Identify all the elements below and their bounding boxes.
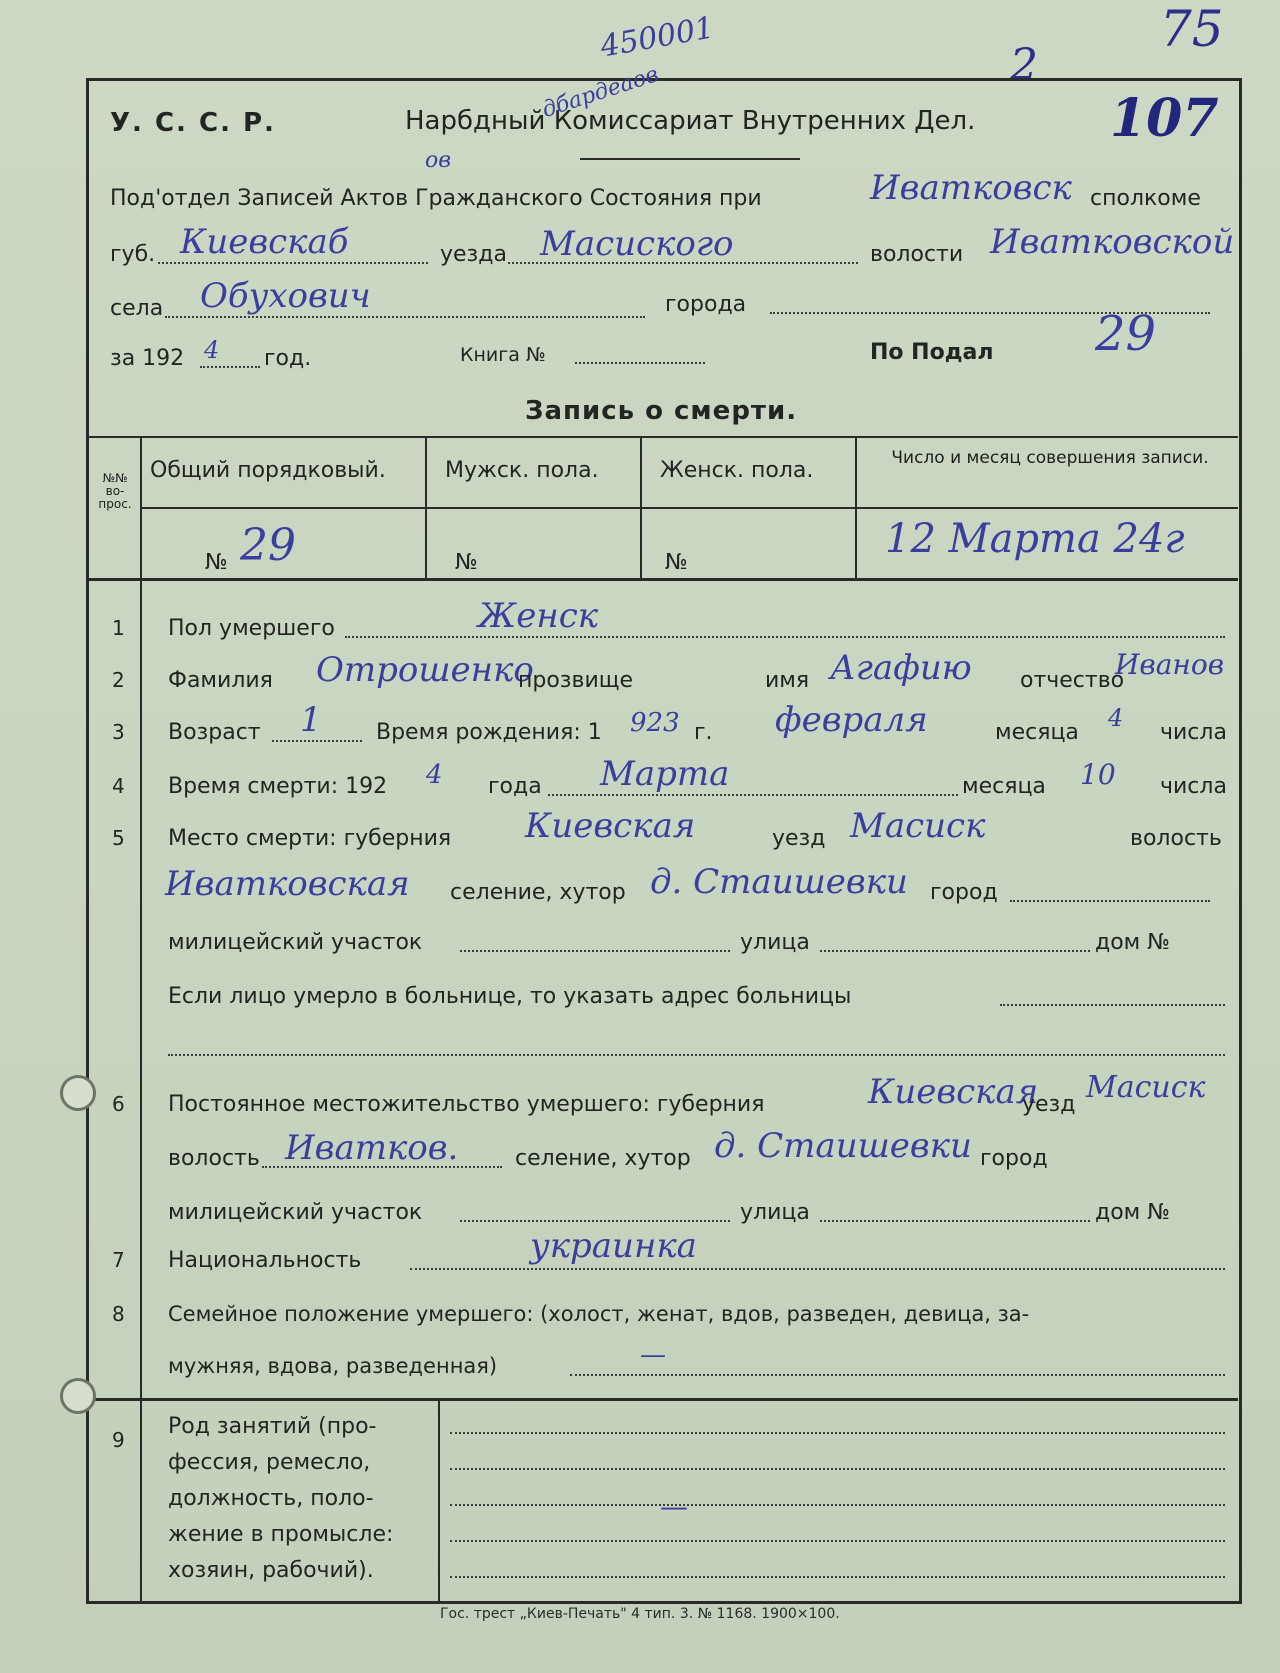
male-no-sign: №: [455, 550, 478, 575]
hand-residence-gub: Киевская: [868, 1072, 1039, 1112]
r9-line2: фессия, ремесло,: [168, 1450, 371, 1475]
hand-birth-day: 4: [1108, 704, 1124, 732]
year-label: за 192: [110, 346, 185, 371]
female-no-sign: №: [665, 550, 688, 575]
hand-marital: —: [640, 1340, 666, 1370]
r5-uezd-label: уезд: [772, 826, 826, 851]
row-number: 4: [112, 774, 125, 798]
r5-house-label: дом №: [1095, 930, 1171, 955]
hand-archive-number-2: 75: [1160, 0, 1224, 58]
r5-mil-label: милицейский участок: [168, 930, 423, 955]
punch-hole-icon: [60, 1378, 96, 1414]
hand-selo: Обухович: [200, 276, 371, 316]
r6-house-label: дом №: [1095, 1200, 1171, 1225]
r4-day-label: числа: [1160, 774, 1227, 799]
r8-line2: мужняя, вдова, разведенная): [168, 1354, 498, 1378]
col-female-header: Женск. пола.: [660, 458, 814, 483]
hand-nationality: украинка: [530, 1226, 697, 1266]
hand-death-gub: Киевская: [525, 806, 696, 846]
state-header: У. С. С. Р.: [110, 108, 276, 138]
r5-gorod-label: город: [930, 880, 998, 905]
r2-surname-label: Фамилия: [168, 668, 273, 693]
printer-imprint: Гос. трест „Киев-Печать" 4 тип. 3. № 1168. 1900×100.: [440, 1606, 840, 1622]
r3-birth-label: Время рождения: 1: [376, 720, 602, 745]
subdept-suffix: сполкоме: [1090, 186, 1201, 211]
r9-line4: жение в промысле:: [168, 1522, 394, 1547]
r6-volost-label: волость: [168, 1146, 260, 1171]
general-no-sign: №: [205, 550, 228, 575]
record-title: Запись о смерти.: [525, 396, 798, 426]
r5-hospital-label: Если лицо умерло в больнице, то указать адрес больницы: [168, 984, 852, 1009]
selo-label: села: [110, 296, 164, 321]
volost-label: волости: [870, 242, 964, 267]
r8-line1: Семейное положение умершего: (холост, женат, вдов, разведен, девица, за-: [168, 1302, 1030, 1326]
r2-nick-label: прозвище: [518, 668, 634, 693]
gorod-label: города: [665, 292, 747, 317]
hand-record-date: 12 Марта 24г: [885, 516, 1185, 562]
hand-insertion-ov: ов: [425, 148, 452, 173]
row-number: 1: [112, 616, 125, 640]
uezd-label: уезда: [440, 242, 507, 267]
row-number: 7: [112, 1248, 125, 1272]
r9-line1: Род занятий (про-: [168, 1414, 377, 1439]
hand-death-uezd: Масиск: [850, 806, 986, 846]
r5-selo-label: селение, хутор: [450, 880, 626, 905]
hand-birth-year: 923: [630, 708, 680, 738]
hand-archive-sub: 107: [1110, 88, 1219, 149]
hand-death-year: 4: [426, 760, 443, 790]
r4-label: Время смерти: 192: [168, 774, 388, 799]
by-label: По Подал: [870, 340, 994, 365]
r9-line5: хозяин, рабочий).: [168, 1558, 374, 1583]
col-date-header: Число и месяц совершения записи.: [891, 448, 1209, 468]
hand-top-number: 450001: [597, 10, 717, 65]
r6-street-label: улица: [740, 1200, 810, 1225]
year-suffix: год.: [264, 346, 312, 371]
r5-label: Место смерти: губерния: [168, 826, 452, 851]
hand-sex: Женск: [478, 596, 599, 636]
col-male-header: Мужск. пола.: [445, 458, 599, 483]
punch-hole-icon: [60, 1075, 96, 1111]
r6-selo-label: селение, хутор: [515, 1146, 691, 1171]
hand-insertion: дбардеаов: [539, 61, 662, 124]
r3-g: г.: [694, 720, 713, 745]
r5-volost-label: волость: [1130, 826, 1222, 851]
hand-general-number: 29: [240, 520, 296, 571]
r5-street-label: улица: [740, 930, 810, 955]
row-number: 2: [112, 668, 125, 692]
header-rule: [580, 158, 800, 160]
row-number: 8: [112, 1302, 125, 1326]
hand-volost: Иватковской: [990, 222, 1235, 262]
r3-age-label: Возраст: [168, 720, 261, 745]
hand-surname: Отрошенко: [316, 650, 534, 690]
r9-line3: должность, поло-: [168, 1486, 374, 1511]
r4-month-label: месяца: [962, 774, 1046, 799]
r7-label: Национальность: [168, 1248, 362, 1273]
hand-uezd: Масиского: [540, 224, 734, 264]
hand-residence-uezd: Масиск: [1086, 1070, 1206, 1105]
hand-year: 4: [204, 336, 220, 364]
hand-death-month: Марта: [600, 754, 730, 794]
col-general-header: Общий порядковый.: [150, 458, 386, 483]
hand-name: Агафию: [830, 648, 972, 688]
row-number: 9: [112, 1428, 125, 1452]
hand-age: 1: [300, 700, 322, 740]
r2-patr-label: отчество: [1020, 668, 1125, 693]
row-number: 3: [112, 720, 125, 744]
book-label: Книга №: [460, 344, 546, 366]
r3-day-label: числа: [1160, 720, 1227, 745]
subdept-label: Под'отдел Записей Актов Гражданского Состояния при: [110, 186, 762, 211]
r6-uezd-label: уезд: [1022, 1092, 1076, 1117]
r6-gorod-label: город: [980, 1146, 1048, 1171]
guberniya-label: губ.: [110, 242, 156, 267]
row-number: 6: [112, 1092, 125, 1116]
hand-residence-volost: Иватков.: [285, 1128, 459, 1168]
r6-mil-label: милицейский участок: [168, 1200, 423, 1225]
hand-death-day: 10: [1080, 758, 1116, 791]
r4-year-label: года: [488, 774, 542, 799]
row-number: 5: [112, 826, 125, 850]
hand-guberniya: Киевскаб: [180, 222, 349, 262]
hand-archive-number: 2: [1010, 40, 1038, 91]
hand-death-selo: д. Стаишевки: [650, 862, 908, 902]
hand-occupation: —: [660, 1490, 688, 1523]
r3-month-label: месяца: [995, 720, 1079, 745]
hand-patronymic: Иванов: [1115, 648, 1225, 681]
hand-ispolkom: Иватковск: [870, 168, 1072, 208]
hand-birth-month: февраля: [775, 700, 928, 740]
commissariat-header: Нарбдный Комиссариат Внутренних Дел.: [405, 106, 976, 136]
hand-death-volost: Иватковская: [165, 864, 410, 904]
hand-residence-selo: д. Стаишевки: [714, 1126, 972, 1166]
hand-record-number: 29: [1095, 306, 1157, 362]
r2-name-label: имя: [765, 668, 810, 693]
question-number-header: №№ во-прос.: [98, 471, 132, 511]
r1-label: Пол умершего: [168, 616, 335, 641]
r6-label: Постоянное местожительство умершего: губерния: [168, 1092, 765, 1117]
